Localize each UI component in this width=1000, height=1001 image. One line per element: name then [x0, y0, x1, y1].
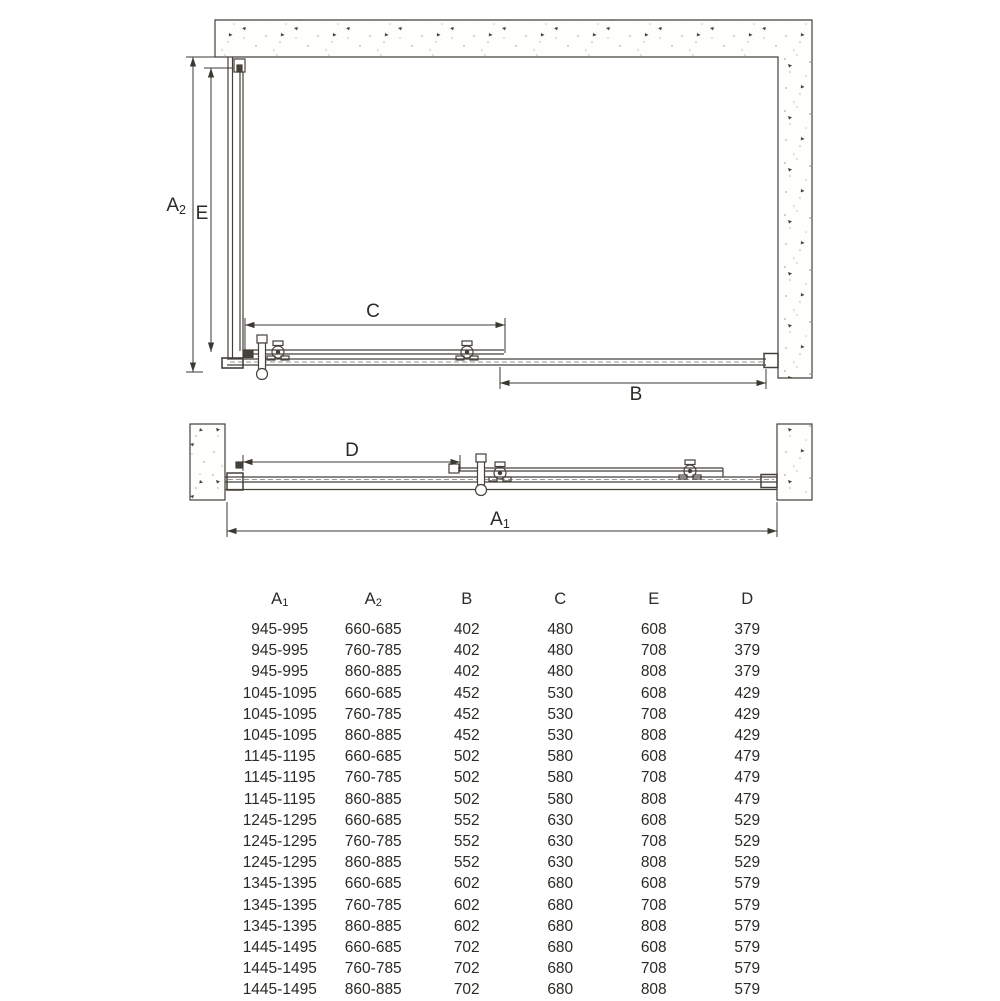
table-cell: 660-685 — [344, 811, 402, 829]
table-row — [233, 767, 794, 788]
table-cell: 945-995 — [251, 663, 309, 681]
spec-table-body — [233, 619, 794, 1001]
table-cell: 808 — [640, 917, 667, 935]
table-cell: 1245-1295 — [242, 833, 317, 851]
table-cell: 530 — [547, 684, 574, 702]
table-cell: 579 — [734, 875, 761, 893]
table-row — [233, 831, 794, 852]
table-cell: 602 — [453, 896, 480, 914]
front-view — [166, 20, 812, 405]
col-header-c: C — [554, 590, 567, 608]
door-handle-front — [257, 335, 268, 380]
table-cell: 1345-1395 — [242, 896, 317, 914]
table-cell: 608 — [640, 684, 667, 702]
table-cell: 945-995 — [251, 642, 309, 660]
table-cell: 1045-1095 — [242, 684, 317, 702]
table-cell: 660-685 — [344, 684, 402, 702]
table-cell: 860-885 — [344, 727, 402, 745]
table-cell: 1045-1095 — [242, 727, 317, 745]
table-row — [233, 789, 794, 810]
col-header-b: B — [461, 590, 473, 608]
table-cell: 429 — [734, 684, 761, 702]
table-cell: 860-885 — [344, 917, 402, 935]
table-cell: 760-785 — [344, 896, 402, 914]
table-cell: 808 — [640, 854, 667, 872]
dim-label-c: C — [366, 301, 380, 322]
col-header-e: E — [648, 590, 660, 608]
table-cell: 708 — [640, 705, 667, 723]
fastener-block — [236, 462, 242, 468]
door-end-block — [243, 351, 253, 358]
table-cell: 552 — [453, 833, 480, 851]
col-header-a1: $A_1$ — [271, 590, 289, 609]
table-cell: 860-885 — [344, 790, 402, 808]
table-cell: 602 — [453, 917, 480, 935]
table-cell: 860-885 — [344, 663, 402, 681]
table-cell: 808 — [640, 727, 667, 745]
table-cell: 660-685 — [344, 939, 402, 957]
table-cell: 580 — [547, 790, 574, 808]
table-cell: 708 — [640, 769, 667, 787]
table-cell: 452 — [453, 705, 480, 723]
table-cell: 552 — [453, 811, 480, 829]
table-cell: 552 — [453, 854, 480, 872]
table-cell: 680 — [547, 917, 574, 935]
table-cell: 660-685 — [344, 875, 402, 893]
table-cell: 579 — [734, 981, 761, 999]
table-cell: 479 — [734, 748, 761, 766]
left-wall-profile — [222, 57, 245, 368]
table-cell: 1245-1295 — [242, 854, 317, 872]
bottom-rail-front — [227, 350, 778, 368]
dim-label-d: D — [345, 440, 359, 461]
table-cell: 480 — [547, 663, 574, 681]
table-cell: 680 — [547, 875, 574, 893]
table-row — [233, 937, 794, 958]
table-cell: 808 — [640, 790, 667, 808]
table-cell: 860-885 — [344, 981, 402, 999]
table-cell: 579 — [734, 917, 761, 935]
table-cell: 608 — [640, 621, 667, 638]
table-cell: 429 — [734, 727, 761, 745]
table-row — [233, 640, 794, 661]
table-cell: 1345-1395 — [242, 875, 317, 893]
table-row — [233, 852, 794, 873]
dim-label-a1: A1 — [490, 509, 510, 531]
table-cell: 760-785 — [344, 960, 402, 978]
table-cell: 502 — [453, 748, 480, 766]
table-cell: 702 — [453, 939, 480, 957]
dim-label-b: B — [629, 384, 643, 405]
table-cell: 579 — [734, 960, 761, 978]
table-cell: 760-785 — [344, 642, 402, 660]
table-cell: 760-785 — [344, 833, 402, 851]
table-cell: 1445-1495 — [242, 960, 317, 978]
table-cell: 608 — [640, 939, 667, 957]
table-cell: 452 — [453, 727, 480, 745]
table-cell: 529 — [734, 811, 761, 829]
dim-label-a2: A2 — [166, 195, 186, 217]
dim-label-e: E — [195, 203, 209, 224]
table-row — [233, 683, 794, 704]
table-row — [233, 725, 794, 746]
wall-section-plan-left — [190, 424, 225, 500]
table-cell: 580 — [547, 748, 574, 766]
table-row — [233, 619, 794, 640]
table-cell: 760-785 — [344, 769, 402, 787]
table-cell: 630 — [547, 811, 574, 829]
table-cell: 680 — [547, 981, 574, 999]
table-cell: 660-685 — [344, 621, 402, 638]
table-row — [233, 704, 794, 725]
table-cell: 379 — [734, 663, 761, 681]
table-cell: 660-685 — [344, 748, 402, 766]
wall-section-front — [215, 20, 812, 378]
table-cell: 1245-1295 — [242, 811, 317, 829]
table-cell: 402 — [453, 642, 480, 660]
door-handle-plan — [476, 454, 487, 496]
table-cell: 480 — [547, 621, 574, 638]
table-cell: 680 — [547, 939, 574, 957]
table-cell: 379 — [734, 621, 761, 638]
table-cell: 945-995 — [251, 621, 309, 638]
table-cell: 708 — [640, 896, 667, 914]
table-cell: 1445-1495 — [242, 981, 317, 999]
table-cell: 602 — [453, 875, 480, 893]
table-row — [233, 979, 794, 1000]
table-cell: 680 — [547, 960, 574, 978]
table-row — [233, 810, 794, 831]
table-cell: 429 — [734, 705, 761, 723]
table-cell: 702 — [453, 960, 480, 978]
table-cell: 630 — [547, 833, 574, 851]
table-cell: 608 — [640, 875, 667, 893]
table-cell: 502 — [453, 790, 480, 808]
table-cell: 529 — [734, 833, 761, 851]
table-cell: 708 — [640, 833, 667, 851]
wall-section-plan-right — [777, 424, 812, 500]
table-cell: 708 — [640, 960, 667, 978]
table-cell: 479 — [734, 790, 761, 808]
table-cell: 630 — [547, 854, 574, 872]
spec-table-header — [233, 588, 794, 614]
table-cell: 708 — [640, 642, 667, 660]
table-cell: 1145-1195 — [243, 748, 316, 766]
table-cell: 580 — [547, 769, 574, 787]
plan-view — [190, 424, 812, 537]
table-cell: 1145-1195 — [243, 769, 316, 787]
table-cell: 608 — [640, 811, 667, 829]
wall-bracket-front-right — [764, 354, 778, 368]
dimensions-front — [186, 57, 766, 389]
table-row — [233, 746, 794, 767]
table-cell: 608 — [640, 748, 667, 766]
table-cell: 1145-1195 — [243, 790, 316, 808]
table-cell: 579 — [734, 939, 761, 957]
table-cell: 402 — [453, 663, 480, 681]
table-cell: 530 — [547, 705, 574, 723]
table-cell: 760-785 — [344, 705, 402, 723]
table-row — [233, 958, 794, 979]
roller-wheel — [679, 460, 701, 479]
table-cell: 1445-1495 — [242, 939, 317, 957]
table-cell: 808 — [640, 981, 667, 999]
table-cell: 680 — [547, 896, 574, 914]
table-cell: 579 — [734, 896, 761, 914]
table-cell: 530 — [547, 727, 574, 745]
table-cell: 860-885 — [344, 854, 402, 872]
table-cell: 402 — [453, 621, 480, 638]
table-row — [233, 895, 794, 916]
table-cell: 502 — [453, 769, 480, 787]
table-cell: 1045-1095 — [242, 705, 317, 723]
table-cell: 379 — [734, 642, 761, 660]
col-header-a2: $A_2$ — [364, 590, 382, 609]
table-cell: 808 — [640, 663, 667, 681]
table-row — [233, 873, 794, 894]
spec-table — [233, 588, 794, 1001]
table-cell: 479 — [734, 769, 761, 787]
table-cell: 702 — [453, 981, 480, 999]
table-cell: 529 — [734, 854, 761, 872]
table-row — [233, 916, 794, 937]
table-row — [233, 661, 794, 682]
table-cell: 480 — [547, 642, 574, 660]
table-cell: 1345-1395 — [242, 917, 317, 935]
table-cell: 452 — [453, 684, 480, 702]
col-header-d: D — [741, 590, 754, 608]
